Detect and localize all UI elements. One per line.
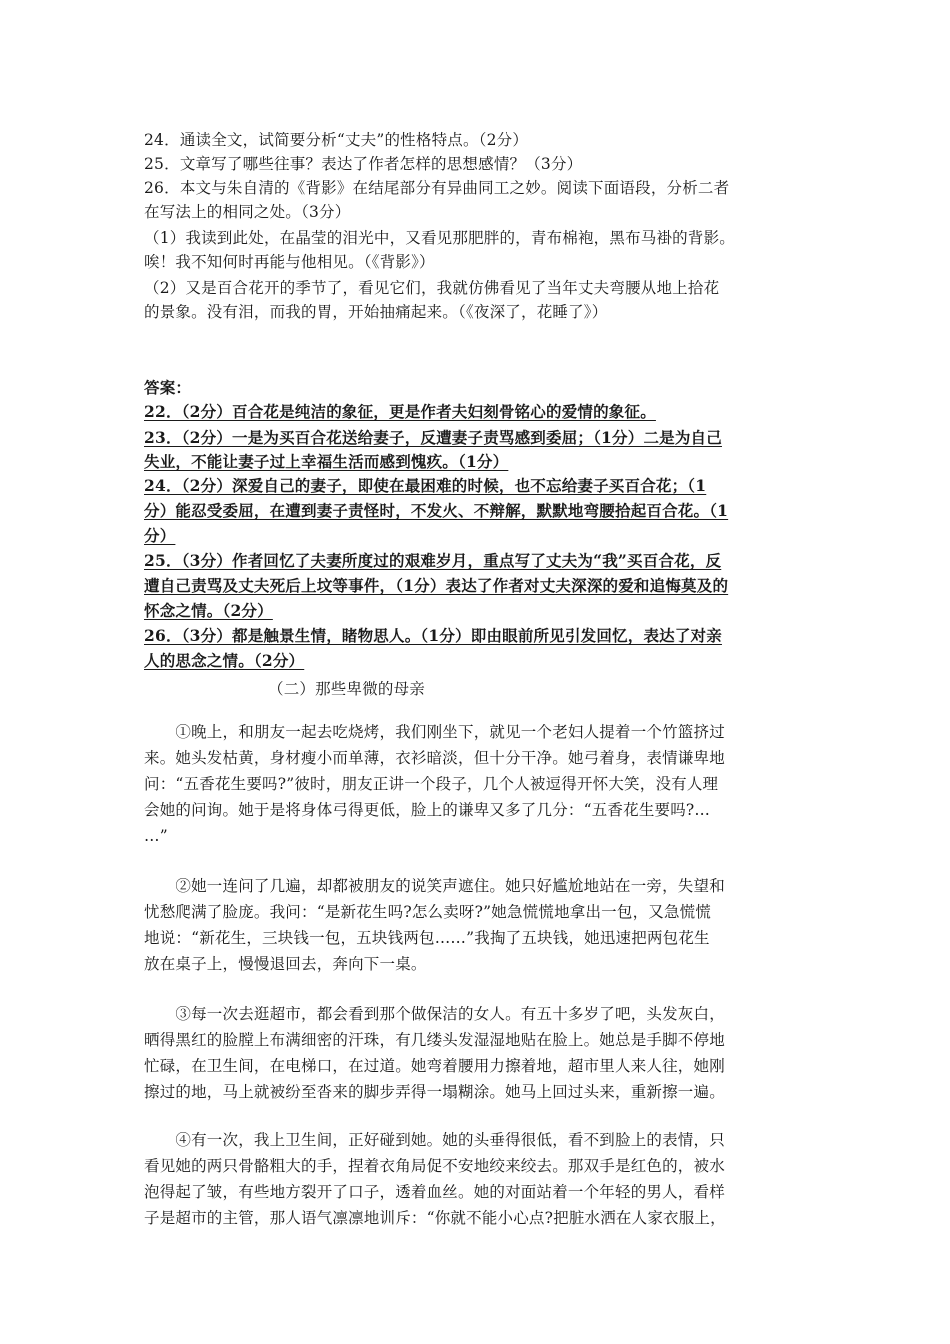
- question-25: 25．文章写了哪些往事？表达了作者怎样的思想感情？（3分）: [144, 155, 583, 173]
- answer-23: 23．（2分）一是为买百合花送给妻子，反遭妻子责骂感到委屈；（1分）二是为自己: [144, 428, 722, 447]
- paragraph-line: 泡得起了皱，有些地方裂开了口子，透着血丝。她的对面站着一个年轻的男人，看样: [144, 1183, 725, 1201]
- answer-22: 22．（2分）百合花是纯洁的象征，更是作者夫妇刻骨铭心的爱情的象征。: [144, 402, 656, 421]
- paragraph-line: 放在桌子上，慢慢退回去，奔向下一桌。: [144, 955, 427, 973]
- paragraph-line: 问：“五香花生要吗?”彼时，朋友正讲一个段子，几个人被逗得开怀大笑，没有人理: [144, 775, 719, 793]
- paragraph-line: 忙碌，在卫生间，在电梯口，在过道。她弯着腰用力擦着地，超市里人来人往，她刚: [144, 1057, 725, 1075]
- paragraph-line: 子是超市的主管，那人语气凛凛地训斥：“你就不能小心点?把脏水洒在人家衣服上，: [144, 1209, 726, 1227]
- question-24: 24．通读全文，试简要分析“丈夫”的性格特点。（2分）: [144, 131, 529, 149]
- paragraph-line: 忧愁爬满了脸庞。我问：“是新花生吗?怎么卖呀?”她急慌慌地拿出一包，又急慌慌: [144, 903, 712, 921]
- paragraph-line: ①晚上，和朋友一起去吃烧烤，我们刚坐下，就见一个老妇人提着一个竹篮挤过: [144, 723, 725, 741]
- answer-26: 26．（3分）都是触景生情，睹物思人。（1分）即由眼前所见引发回忆，表达了对亲: [144, 626, 722, 645]
- paragraph-line: 擦过的地，马上就被纷至沓来的脚步弄得一塌糊涂。她马上回过头来，重新擦一遍。: [144, 1083, 725, 1101]
- answer-24: 24．（2分）深爱自己的妻子，即使在最困难的时候，也不忘给妻子买百合花；（1: [144, 476, 707, 495]
- paragraph-line: 来。她头发枯黄，身材瘦小而单薄，衣衫暗淡，但十分干净。她弓着身，表情谦卑地: [144, 749, 725, 767]
- question-26: 26．本文与朱自清的《背影》在结尾部分有异曲同工之妙。阅读下面语段，分析二者: [144, 179, 730, 197]
- answers-heading: 答案：: [144, 378, 192, 397]
- answer-23-cont: 失业，不能让妻子过上幸福生活而感到愧疚。（1分）: [144, 452, 509, 471]
- quote-1: （1）我读到此处，在晶莹的泪光中，又看见那肥胖的，青布棉袍，黑布马褂的背影。: [144, 229, 735, 247]
- answer-25-end: 怀念之情。（2分）: [144, 601, 273, 620]
- paragraph-line: 晒得黑红的脸膛上布满细密的汗珠，有几缕头发湿湿地贴在脸上。她总是手脚不停地: [144, 1031, 725, 1049]
- answer-24-cont: 分）能忍受委屈，在遭到妻子责怪时，不发火、不辩解，默默地弯腰拾起百合花。（1: [144, 501, 729, 520]
- quote-2-cont: 的景象。没有泪，而我的胃，开始抽痛起来。（《夜深了，花睡了》）: [144, 303, 608, 321]
- paragraph-line: ④有一次，我上卫生间，正好碰到她。她的头垂得很低，看不到脸上的表情，只: [144, 1131, 725, 1149]
- passage-title: （二）那些卑微的母亲: [268, 680, 426, 698]
- quote-1-cont: 唉！我不知何时再能与他相见。（《背影》）: [144, 253, 435, 271]
- paragraph-line: 地说：“新花生，三块钱一包，五块钱两包……”我掏了五块钱，她迅速把两包花生: [144, 929, 710, 947]
- answer-25: 25．（3分）作者回忆了夫妻所度过的艰难岁月，重点写了丈夫为“我”买百合花，反: [144, 551, 722, 570]
- paragraph-line: 看见她的两只骨骼粗大的手，捏着衣角局促不安地绞来绞去。那双手是红色的，被水: [144, 1157, 725, 1175]
- quote-2: （2）又是百合花开的季节了，看见它们，我就仿佛看见了当年丈夫弯腰从地上拾花: [144, 279, 720, 297]
- answer-24-end: 分）: [144, 526, 176, 545]
- answer-26-cont: 人的思念之情。（2分）: [144, 651, 305, 670]
- paragraph-line: ③每一次去逛超市，都会看到那个做保洁的女人。有五十多岁了吧，头发灰白，: [144, 1005, 725, 1023]
- paragraph-line: 会她的问询。她于是将身体弓得更低，脸上的谦卑又多了几分：“五香花生要吗?…: [144, 801, 711, 819]
- paragraph-line: …”: [144, 827, 168, 845]
- answer-25-cont: 遭自己责骂及丈夫死后上坟等事件，（1分）表达了作者对丈夫深深的爱和追悔莫及的: [144, 576, 729, 595]
- paragraph-line: ②她一连问了几遍，却都被朋友的说笑声遮住。她只好尴尬地站在一旁，失望和: [144, 877, 725, 895]
- question-26-cont: 在写法上的相同之处。（3分）: [144, 203, 351, 221]
